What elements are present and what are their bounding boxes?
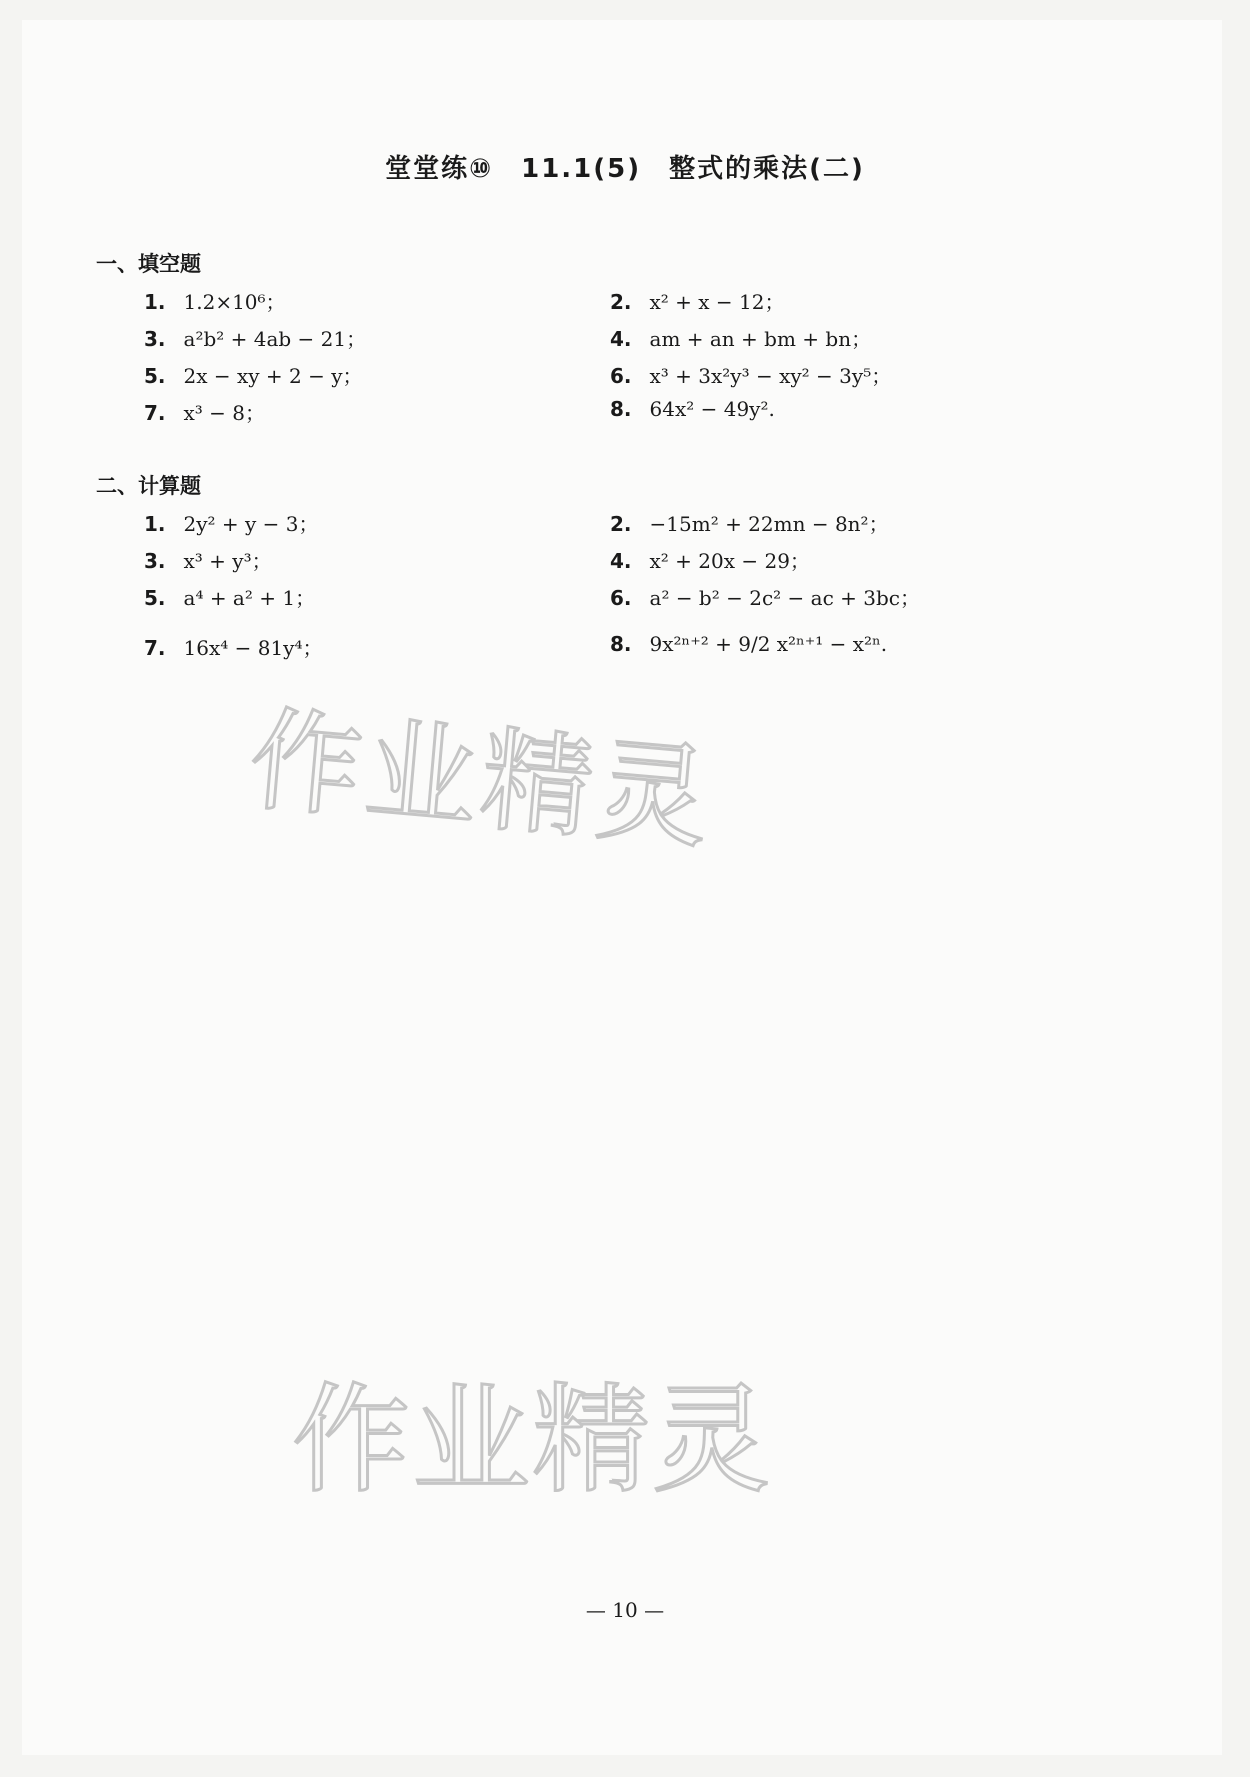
answer-item: 8. 9x²ⁿ⁺² + 9/2 x²ⁿ⁺¹ − x²ⁿ. [610, 632, 888, 656]
section-heading-fill-blank: 一、填空题 [96, 252, 201, 276]
page-title: 堂堂练⑩ 11.1(5) 整式的乘法(二) [385, 154, 865, 184]
answer-item: 8. 64x² − 49y². [610, 397, 775, 421]
watermark: 作业精灵 [244, 694, 718, 865]
answer-item: 5. 2x − xy + 2 − y； [144, 364, 363, 388]
answer-item: 7. x³ − 8； [144, 401, 266, 425]
answer-item: 3. x³ + y³； [144, 549, 272, 573]
answer-item: 4. am + an + bm + bn； [610, 327, 872, 351]
page-number: — 10 — [585, 1598, 665, 1622]
answer-item: 7. 16x⁴ − 81y⁴； [144, 636, 323, 660]
answer-item: 1. 2y² + y − 3； [144, 512, 319, 536]
answer-item: 1. 1.2×10⁶； [144, 290, 286, 314]
answer-item: 2. −15m² + 22mn − 8n²； [610, 512, 889, 536]
answer-item: 5. a⁴ + a² + 1； [144, 586, 316, 610]
section-heading-calculation: 二、计算题 [96, 474, 201, 498]
watermark: 作业精灵 [292, 1371, 773, 1509]
answer-item: 6. a² − b² − 2c² − ac + 3bc； [610, 586, 920, 610]
answer-item: 3. a²b² + 4ab − 21； [144, 327, 367, 351]
answer-item: 2. x² + x − 12； [610, 290, 785, 314]
answer-item: 6. x³ + 3x²y³ − xy² − 3y⁵； [610, 364, 892, 388]
answer-item: 4. x² + 20x − 29； [610, 549, 810, 573]
